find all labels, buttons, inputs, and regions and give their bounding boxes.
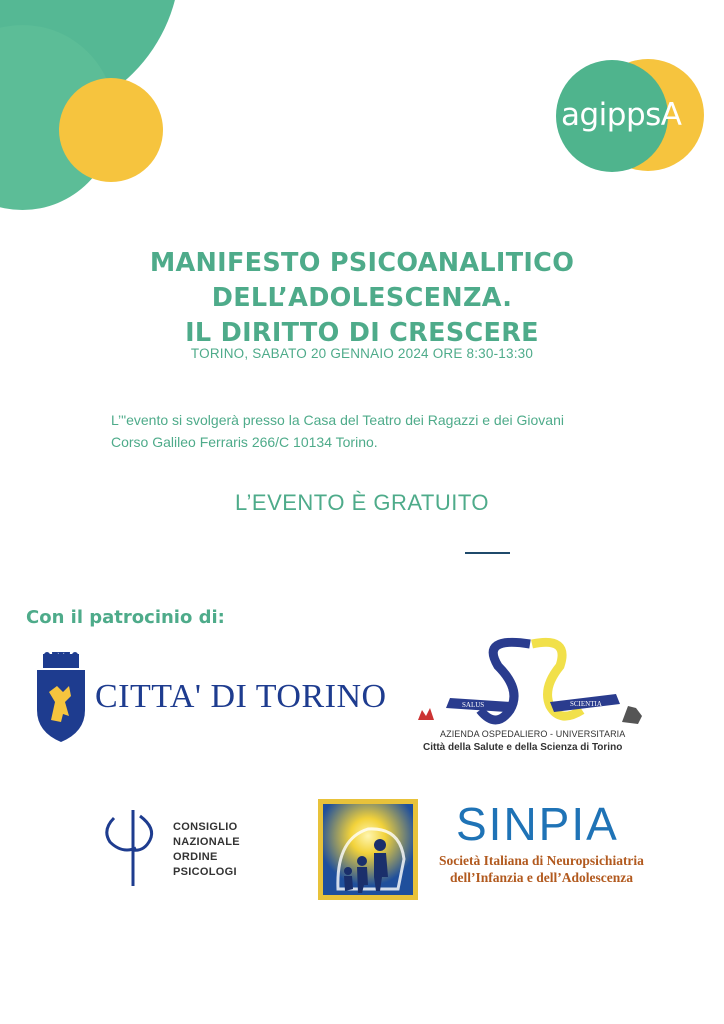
event-free-notice: L’EVENTO È GRATUITO bbox=[234, 490, 489, 515]
venue-line-1: L’"evento si svolgerà presso la Casa del Teatro dei Ragazzi e dei Giovani bbox=[111, 412, 564, 428]
cnop-line-1: CONSIGLIO bbox=[173, 821, 238, 833]
ribbon-right-text: SCIENTIA bbox=[570, 700, 602, 708]
patronage-heading: Con il patrocinio di: bbox=[26, 607, 225, 628]
aou-line-2: Città della Salute e della Scienza di Torino bbox=[423, 742, 623, 753]
title-line-2: IL DIRITTO DI CRESCERE bbox=[185, 318, 539, 348]
cnop-line-2: NAZIONALE bbox=[173, 836, 240, 848]
sinpia-line-2: dell’Infanzia e dell’Adolescenza bbox=[450, 870, 633, 885]
ribbon-left-text: SALUS bbox=[462, 701, 485, 709]
sinpia-emblem-icon bbox=[318, 799, 418, 900]
event-title bbox=[0, 246, 724, 351]
sinpia-subtitle bbox=[429, 852, 654, 886]
event-date: TORINO, SABATO 20 GENNAIO 2024 ORE 8:30-13:30 bbox=[190, 346, 534, 361]
citta-di-torino-logo bbox=[33, 652, 387, 744]
divider bbox=[465, 552, 510, 554]
event-venue bbox=[111, 409, 564, 453]
agippsa-logo bbox=[556, 57, 706, 175]
cnop-logo bbox=[100, 808, 260, 890]
aou-citta-salute-logo bbox=[410, 636, 650, 761]
venue-line-2: Corso Galileo Ferraris 266/C 10134 Torino. bbox=[111, 434, 378, 450]
torino-name: CITTA' DI TORINO bbox=[95, 678, 387, 715]
logo-text: agippsA bbox=[561, 97, 682, 133]
torino-crest-icon bbox=[33, 652, 89, 744]
psi-icon bbox=[100, 808, 166, 890]
salus-scientia-icon bbox=[410, 636, 650, 728]
aou-line-1: AZIENDA OSPEDALIERO - UNIVERSITARIA bbox=[440, 729, 626, 739]
decorative-circle-yellow bbox=[59, 78, 163, 182]
sinpia-logo bbox=[318, 797, 658, 902]
cnop-line-4: PSICOLOGI bbox=[173, 866, 237, 878]
cnop-line-3: ORDINE bbox=[173, 851, 218, 863]
title-line-1: MANIFESTO PSICOANALITICO DELL’ADOLESCENZA. bbox=[149, 248, 575, 313]
sinpia-brand: SINPIA bbox=[456, 798, 619, 850]
sinpia-line-1: Società Italiana di Neuropsichiatria bbox=[439, 853, 644, 868]
